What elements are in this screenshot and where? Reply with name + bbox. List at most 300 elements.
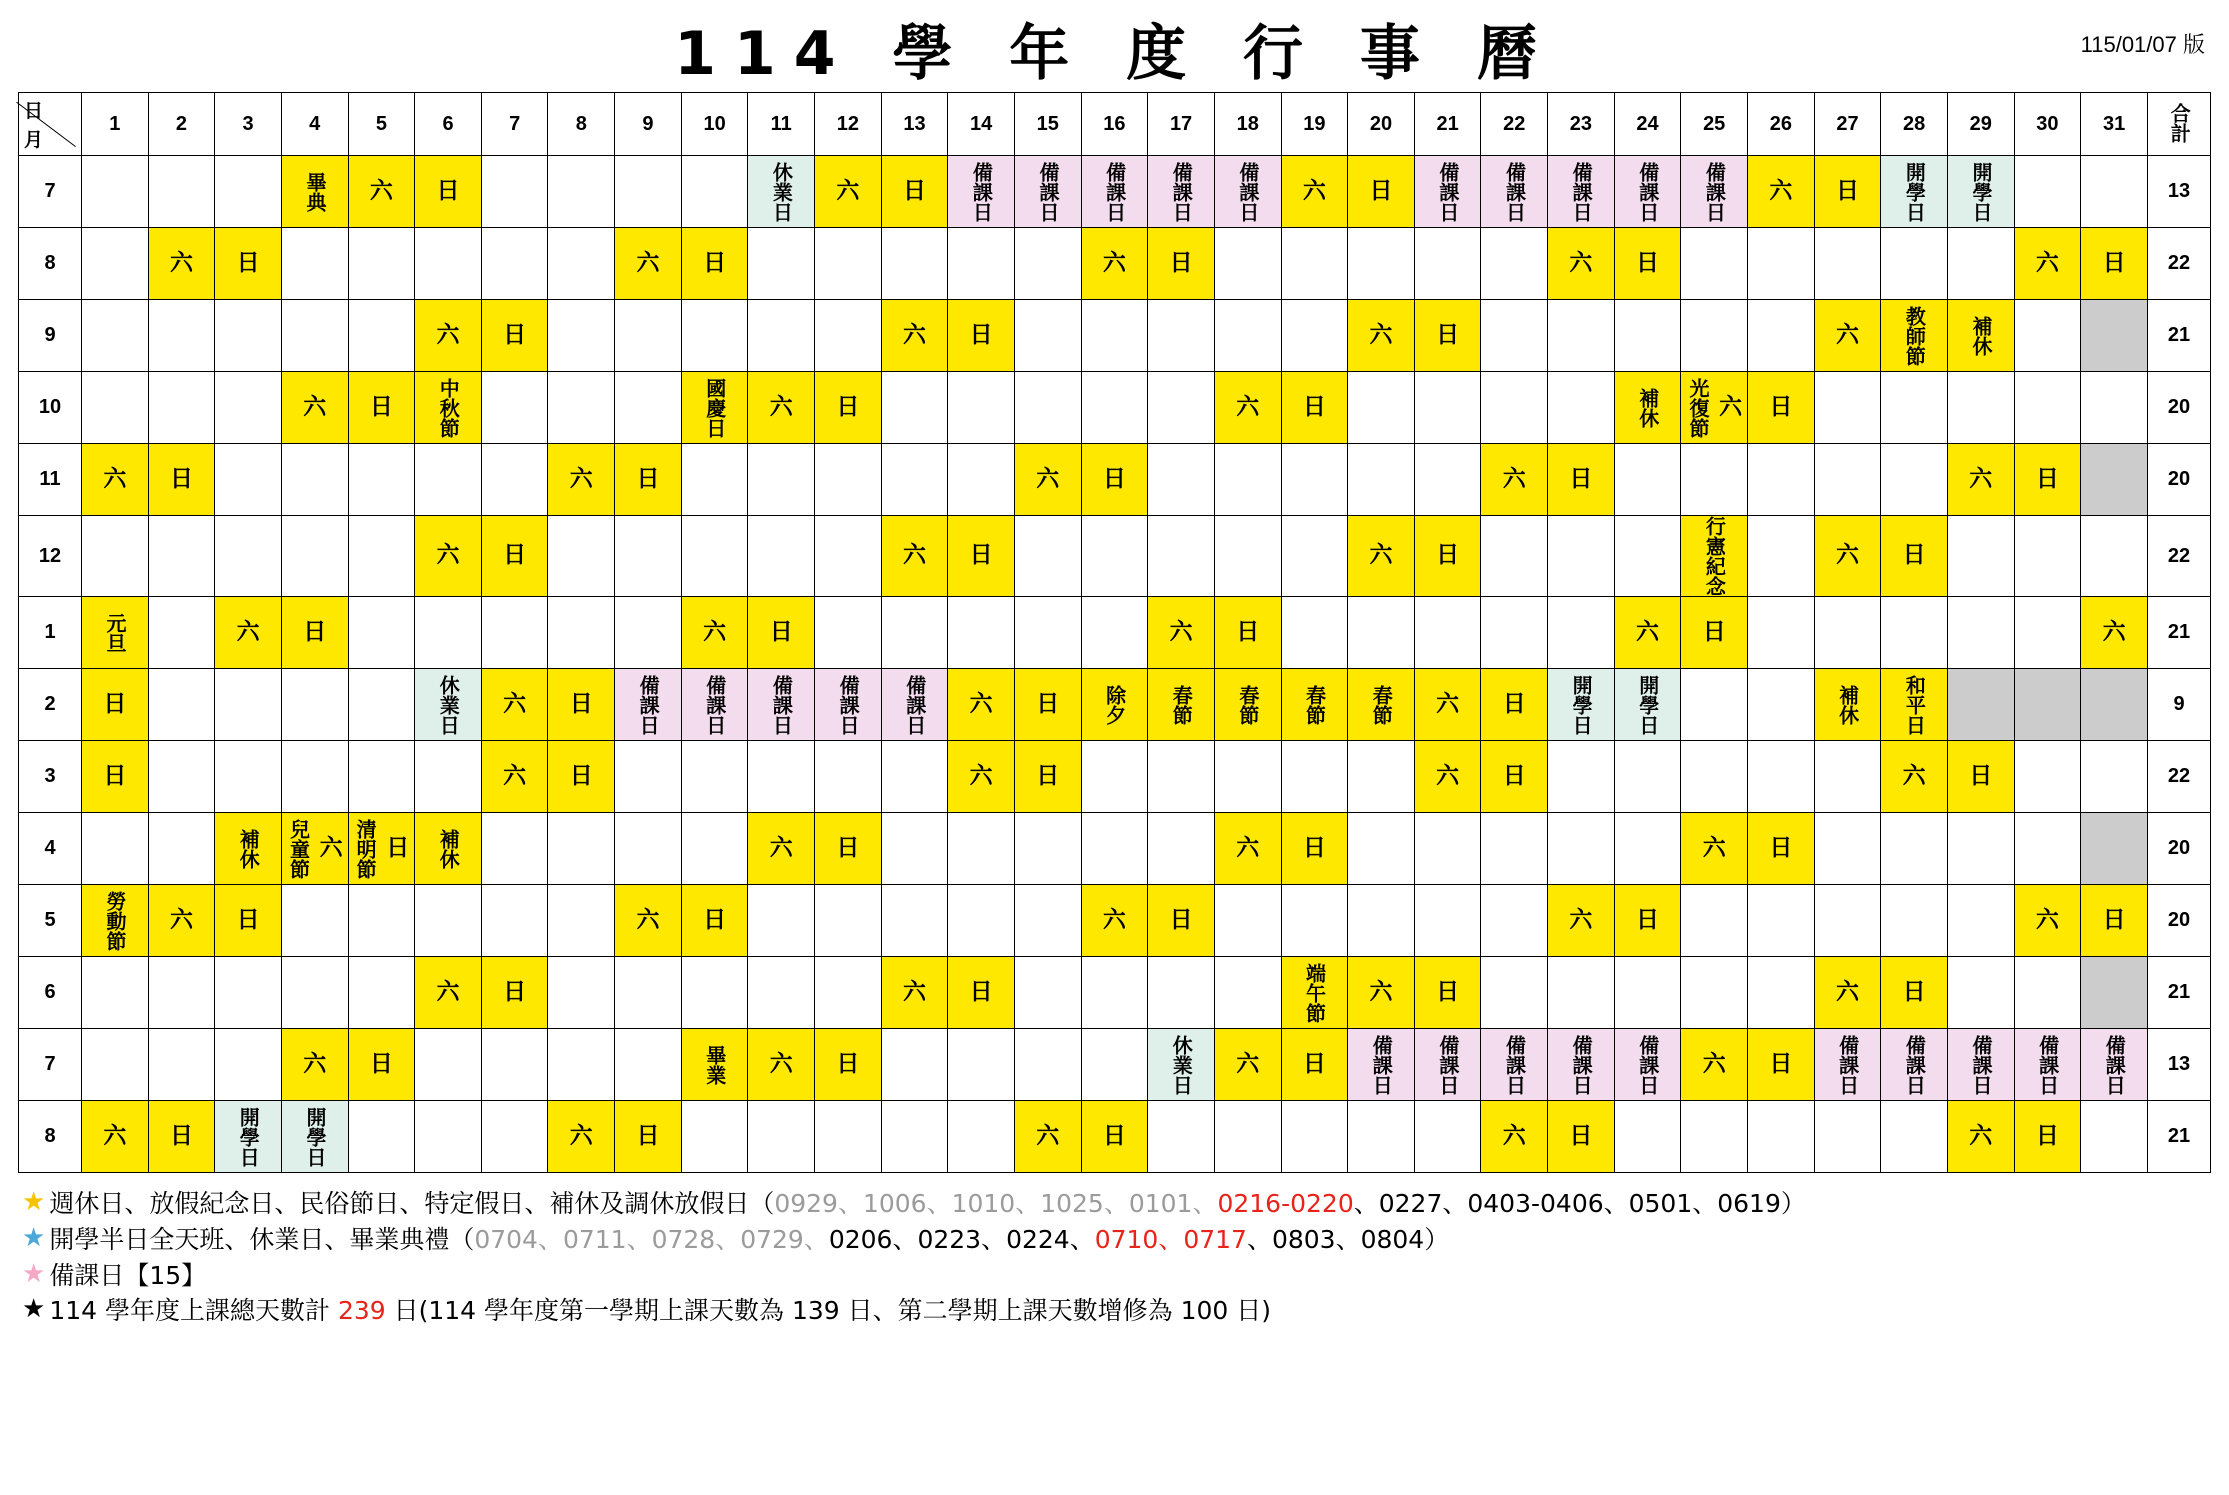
day-cell [281, 597, 348, 669]
day-cell-label: 日 [2102, 906, 2126, 933]
day-cell [215, 1029, 282, 1101]
day-cell-label: 日 [436, 177, 460, 204]
day-cell-label: 備課日 [969, 161, 994, 222]
day-cell [1681, 957, 1748, 1029]
day-cell-label: 補休 [1835, 684, 1860, 725]
day-cell [348, 372, 415, 444]
day-cell [948, 813, 1015, 885]
day-cell-label: 六 [636, 249, 660, 276]
day-cell-label: 備課日 [1835, 1034, 1860, 1095]
row-total: 21 [2148, 1101, 2211, 1173]
day-cell [748, 885, 815, 957]
day-cell [881, 300, 948, 372]
day-cell [348, 300, 415, 372]
day-cell [215, 228, 282, 300]
day-cell [2014, 741, 2081, 813]
day-cell [815, 813, 882, 885]
day-cell-label: 日 [1302, 393, 1326, 420]
day-cell-label: 日 [369, 393, 393, 420]
day-cell-label: 六 [2102, 618, 2126, 645]
version-label: 115/01/07 版 [2080, 32, 2205, 57]
day-header-12: 12 [815, 93, 882, 156]
day-header-18: 18 [1214, 93, 1281, 156]
day-cell [1081, 300, 1148, 372]
day-cell-label: 中秋節 [436, 377, 461, 438]
day-cell-label: 除夕 [1102, 684, 1127, 725]
day-cell [82, 300, 149, 372]
day-cell [1081, 597, 1148, 669]
day-cell [2081, 156, 2148, 228]
day-cell [1014, 597, 1081, 669]
day-cell [1081, 885, 1148, 957]
day-cell [2014, 228, 2081, 300]
day-cell-label: 六 [1369, 978, 1393, 1005]
row-total: 21 [2148, 597, 2211, 669]
day-cell [1681, 444, 1748, 516]
day-cell [1281, 885, 1348, 957]
day-cell-label: 備課日 [1169, 161, 1194, 222]
day-cell [1947, 516, 2014, 597]
day-cell-label: 日 [1636, 249, 1660, 276]
day-cell [281, 156, 348, 228]
day-cell [481, 957, 548, 1029]
day-cell [1881, 1101, 1948, 1173]
day-cell [2081, 813, 2148, 885]
legend-note-segment: 114 學年度上課總天數計 [49, 1296, 338, 1326]
legend-note-segment: 開學半日全天班、休業日、畢業典禮（ [49, 1224, 475, 1254]
day-cell [148, 516, 215, 597]
day-cell-label: 六 [703, 618, 727, 645]
day-cell [415, 228, 482, 300]
day-cell-label: 休業日 [1169, 1034, 1194, 1095]
day-cell [1214, 741, 1281, 813]
day-cell [1548, 741, 1615, 813]
day-cell [748, 597, 815, 669]
day-cell [881, 885, 948, 957]
day-cell [681, 669, 748, 741]
table-row [19, 885, 2211, 957]
day-cell [2014, 516, 2081, 597]
day-cell [1681, 300, 1748, 372]
day-cell [615, 516, 682, 597]
day-cell [1148, 372, 1215, 444]
day-cell-label: 六 [903, 542, 926, 569]
month-label: 7 [19, 156, 82, 228]
day-cell [148, 372, 215, 444]
day-cell [1281, 516, 1348, 597]
day-cell-label: 六 [1835, 321, 1859, 348]
day-cell [1481, 1029, 1548, 1101]
day-cell [1148, 300, 1215, 372]
day-cell-label: 六 [436, 321, 460, 348]
day-cell [548, 885, 615, 957]
day-cell [215, 957, 282, 1029]
day-cell [1414, 885, 1481, 957]
corner-header [19, 93, 82, 156]
day-cell [1481, 516, 1548, 597]
day-cell [1748, 372, 1815, 444]
page-header [18, 0, 2211, 92]
day-cell [415, 813, 482, 885]
day-cell [881, 597, 948, 669]
day-cell-label: 春節 [1302, 684, 1327, 725]
day-cell [2014, 669, 2081, 741]
day-cell-label: 六 [1236, 834, 1260, 861]
day-cell-label: 日 [1236, 618, 1260, 645]
day-cell-label: 六 [319, 834, 343, 861]
day-header-23: 23 [1548, 93, 1615, 156]
day-cell-label: 六 [236, 618, 260, 645]
legend-note-segment: 0710、0717 [1094, 1224, 1247, 1254]
day-cell-label: 勞動節 [103, 890, 128, 951]
day-cell [1481, 813, 1548, 885]
month-label: 3 [19, 741, 82, 813]
table-row [19, 597, 2211, 669]
day-cell-label: 補休 [1635, 387, 1660, 428]
day-cell [1081, 1029, 1148, 1101]
day-cell [148, 444, 215, 516]
day-cell [415, 516, 482, 597]
day-cell [681, 1101, 748, 1173]
day-cell [1947, 1101, 2014, 1173]
day-cell-label: 日 [836, 1050, 860, 1077]
day-header-1: 1 [82, 93, 149, 156]
month-label: 2 [19, 669, 82, 741]
day-header-3: 3 [215, 93, 282, 156]
day-cell [2014, 597, 2081, 669]
day-cell-label: 六 [903, 321, 926, 348]
day-cell [548, 300, 615, 372]
day-cell [815, 741, 882, 813]
day-cell [415, 156, 482, 228]
day-cell [82, 741, 149, 813]
day-cell [1014, 1029, 1081, 1101]
day-cell-label: 六 [769, 1050, 793, 1077]
day-cell [348, 741, 415, 813]
day-cell [548, 1029, 615, 1101]
day-cell [1014, 156, 1081, 228]
day-cell-label: 日 [1436, 978, 1460, 1005]
day-cell [681, 300, 748, 372]
day-cell [215, 300, 282, 372]
day-cell [681, 516, 748, 597]
day-cell [2014, 372, 2081, 444]
day-cell [348, 228, 415, 300]
month-label: 9 [19, 300, 82, 372]
day-cell [948, 372, 1015, 444]
day-cell [2081, 228, 2148, 300]
day-cell-label: 六 [836, 177, 860, 204]
day-cell [1281, 813, 1348, 885]
table-body [19, 156, 2211, 1173]
day-cell-label: 開學日 [1635, 674, 1660, 735]
day-cell-label: 日 [1036, 690, 1060, 717]
day-cell [281, 813, 348, 885]
day-cell [1548, 885, 1615, 957]
day-cell-label: 六 [1236, 393, 1260, 420]
day-header-21: 21 [1414, 93, 1481, 156]
day-cell [1814, 372, 1881, 444]
day-cell [1881, 156, 1948, 228]
day-cell [1281, 957, 1348, 1029]
day-cell [82, 156, 149, 228]
day-cell-label: 六 [1702, 1050, 1726, 1077]
day-cell-label: 六 [1369, 321, 1393, 348]
legend-note-segment: 0206、0223、0224、 [828, 1224, 1095, 1254]
day-cell [148, 885, 215, 957]
legend-notes [18, 1187, 2211, 1328]
day-cell [281, 669, 348, 741]
day-header-29: 29 [1947, 93, 2014, 156]
day-cell [681, 597, 748, 669]
day-cell [748, 156, 815, 228]
day-cell [615, 741, 682, 813]
day-cell [215, 669, 282, 741]
day-cell-label: 日 [636, 1122, 660, 1149]
day-cell [1081, 741, 1148, 813]
day-cell-label: 日 [1969, 762, 1993, 789]
corner-day-label: 日 [24, 100, 44, 122]
day-cell [1614, 1029, 1681, 1101]
day-cell [1481, 957, 1548, 1029]
day-cell [2081, 516, 2148, 597]
table-row [19, 957, 2211, 1029]
day-cell [481, 300, 548, 372]
day-cell [281, 1101, 348, 1173]
month-label: 4 [19, 813, 82, 885]
day-cell [815, 597, 882, 669]
day-cell [1814, 741, 1881, 813]
legend-note-segment: 0929、1006、1010、1025、0101、 [774, 1189, 1218, 1218]
month-label: 11 [19, 444, 82, 516]
day-cell-label: 日 [103, 690, 127, 717]
day-cell-label: 備課日 [1502, 1034, 1527, 1095]
day-cell-label: 日 [969, 321, 993, 348]
day-cell-label: 六 [169, 906, 193, 933]
table-row [19, 741, 2211, 813]
day-cell [1947, 741, 2014, 813]
day-cell [281, 885, 348, 957]
day-cell [1014, 300, 1081, 372]
day-cell-label: 六 [903, 978, 926, 1005]
day-cell [1814, 516, 1881, 597]
day-cell [348, 669, 415, 741]
day-cell [1748, 957, 1815, 1029]
day-cell-label: 備課日 [1502, 161, 1527, 222]
day-cell-label: 六 [569, 465, 593, 492]
month-label: 6 [19, 957, 82, 1029]
day-cell [1348, 300, 1415, 372]
day-cell [615, 444, 682, 516]
day-cell [481, 813, 548, 885]
day-cell [281, 1029, 348, 1101]
day-header-19: 19 [1281, 93, 1348, 156]
day-cell-label: 備課日 [1569, 1034, 1594, 1095]
day-cell-label: 日 [503, 542, 527, 569]
day-cell [881, 1029, 948, 1101]
day-cell [548, 516, 615, 597]
day-header-24: 24 [1614, 93, 1681, 156]
day-cell [281, 372, 348, 444]
day-cell [615, 813, 682, 885]
day-cell [1947, 885, 2014, 957]
day-cell-label: 日 [703, 249, 727, 276]
day-cell [1614, 813, 1681, 885]
day-cell-label: 六 [503, 762, 527, 789]
day-cell [1014, 228, 1081, 300]
day-cell [1681, 669, 1748, 741]
day-cell [1681, 885, 1748, 957]
day-cell [1414, 597, 1481, 669]
day-cell [615, 885, 682, 957]
day-cell-label: 日 [1835, 177, 1859, 204]
day-cell-label: 六 [103, 465, 127, 492]
day-cell [1881, 444, 1948, 516]
day-header-22: 22 [1481, 93, 1548, 156]
row-total: 13 [2148, 1029, 2211, 1101]
day-cell [1614, 516, 1681, 597]
day-cell [948, 597, 1015, 669]
day-header-15: 15 [1014, 93, 1081, 156]
day-cell [1814, 813, 1881, 885]
day-cell-label: 日 [1169, 249, 1193, 276]
day-cell [215, 372, 282, 444]
day-cell [1214, 516, 1281, 597]
day-cell [1348, 156, 1415, 228]
day-cell [1214, 957, 1281, 1029]
day-cell-label: 六 [1569, 249, 1593, 276]
day-cell [881, 813, 948, 885]
day-cell [281, 516, 348, 597]
day-cell [1414, 516, 1481, 597]
legend-note-text [49, 1259, 206, 1293]
legend-note-segment: 0704、0711、0728、0729、 [474, 1224, 829, 1254]
day-cell [2014, 813, 2081, 885]
day-cell-label: 教師節 [1902, 305, 1927, 366]
day-cell [815, 1029, 882, 1101]
day-cell [881, 669, 948, 741]
day-cell [1281, 1101, 1348, 1173]
day-cell [1548, 597, 1615, 669]
star-icon: ★ [22, 1187, 46, 1217]
day-cell [1881, 300, 1948, 372]
row-total: 22 [2148, 741, 2211, 813]
day-cell [1148, 1029, 1215, 1101]
day-cell-label: 六 [1969, 465, 1993, 492]
day-cell-label: 開學日 [236, 1106, 261, 1167]
day-header-14: 14 [948, 93, 1015, 156]
row-total: 9 [2148, 669, 2211, 741]
day-cell [415, 741, 482, 813]
table-header [19, 93, 2211, 156]
day-cell [1681, 228, 1748, 300]
day-cell [215, 813, 282, 885]
day-cell [1348, 372, 1415, 444]
day-cell-label: 六 [1719, 393, 1743, 420]
day-cell-label: 六 [769, 834, 793, 861]
day-cell-label: 日 [1102, 465, 1126, 492]
row-total: 13 [2148, 156, 2211, 228]
day-cell [415, 372, 482, 444]
day-cell [815, 1101, 882, 1173]
day-cell [1348, 957, 1415, 1029]
day-cell [1081, 516, 1148, 597]
day-cell [548, 597, 615, 669]
day-cell [415, 1101, 482, 1173]
day-cell [1414, 669, 1481, 741]
day-cell [948, 885, 1015, 957]
day-cell [1548, 1101, 1615, 1173]
day-header-31: 31 [2081, 93, 2148, 156]
legend-note [22, 1294, 2211, 1328]
day-cell [2081, 741, 2148, 813]
day-cell [82, 669, 149, 741]
day-cell [1148, 1101, 1215, 1173]
day-cell [1881, 813, 1948, 885]
day-cell [881, 1101, 948, 1173]
day-cell-label: 六 [1769, 177, 1793, 204]
day-cell-label: 六 [2035, 906, 2059, 933]
day-cell [1148, 516, 1215, 597]
day-cell-label: 日 [836, 834, 860, 861]
day-cell-label: 開學日 [302, 1106, 327, 1167]
day-cell-label: 補休 [1968, 315, 1993, 356]
day-cell [1081, 1101, 1148, 1173]
day-cell [415, 669, 482, 741]
day-cell [1414, 300, 1481, 372]
day-cell [82, 1101, 149, 1173]
day-cell [1614, 957, 1681, 1029]
day-cell [1214, 669, 1281, 741]
day-cell [748, 300, 815, 372]
day-cell [948, 741, 1015, 813]
day-cell [815, 516, 882, 597]
day-cell [1081, 444, 1148, 516]
day-cell-label: 日 [503, 321, 527, 348]
day-cell [1481, 597, 1548, 669]
day-cell [681, 228, 748, 300]
legend-note-segment: 週休日、放假紀念日、民俗節日、特定假日、補休及調休放假日（ [49, 1189, 775, 1218]
day-cell [548, 957, 615, 1029]
month-label: 12 [19, 516, 82, 597]
day-cell-label: 休業日 [436, 674, 461, 735]
day-cell [1881, 372, 1948, 444]
day-cell [1348, 813, 1415, 885]
day-cell [2014, 885, 2081, 957]
day-cell [1681, 156, 1748, 228]
day-cell [2081, 372, 2148, 444]
day-cell-label: 日 [236, 906, 260, 933]
day-header-9: 9 [615, 93, 682, 156]
day-cell-label: 日 [2035, 1122, 2059, 1149]
legend-note-segment: 0216-0220 [1217, 1189, 1354, 1218]
month-label: 8 [19, 1101, 82, 1173]
day-cell [215, 741, 282, 813]
day-cell [148, 1101, 215, 1173]
day-cell [1481, 669, 1548, 741]
day-cell [1281, 372, 1348, 444]
day-cell-label: 備課日 [1968, 1034, 1993, 1095]
day-cell-label: 日 [1436, 542, 1460, 569]
day-cell [548, 741, 615, 813]
day-cell-label: 備課日 [1702, 161, 1727, 222]
day-cell-label: 日 [1169, 906, 1193, 933]
day-header-10: 10 [681, 93, 748, 156]
total-header-label: 合計 [2167, 102, 2192, 143]
day-cell-label: 備課日 [2102, 1034, 2127, 1095]
day-cell-label: 畢典 [302, 171, 327, 212]
day-cell [1081, 372, 1148, 444]
